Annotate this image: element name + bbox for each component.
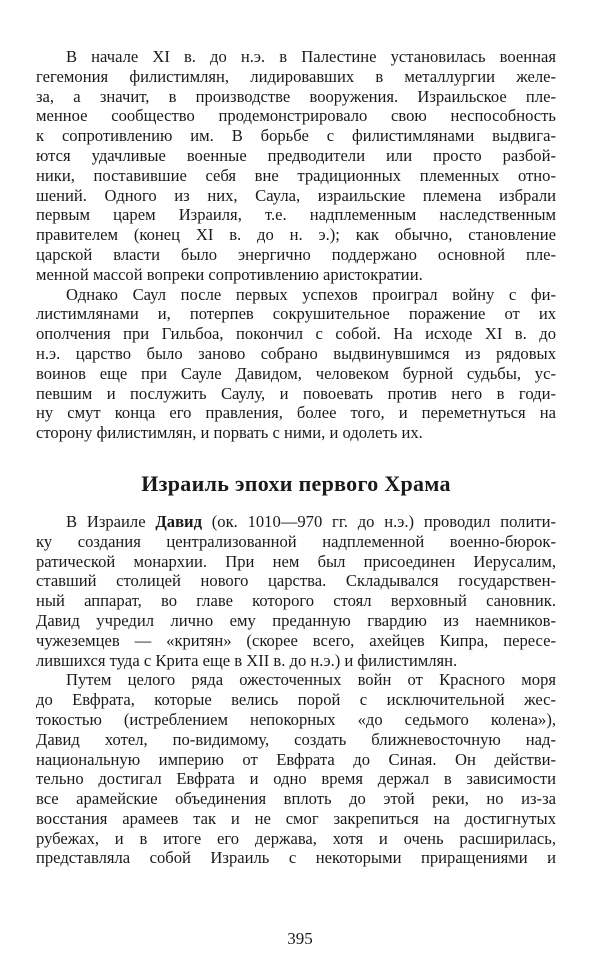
text-line: певшим и послужить Саулу, и повоевать против него в годи-	[36, 383, 556, 403]
paragraph	[36, 285, 556, 443]
text-line: менное сообщество продемонстрировало свою неспособность	[36, 106, 556, 126]
text-line: Путем целого ряда ожесточенных войн от Красного моря	[66, 670, 556, 690]
page-body	[36, 47, 556, 868]
text-line: до Евфрата, которые велись порой с исключительной жес-	[36, 690, 556, 710]
text-line: восстания арамеев так и не смог закрепиться на достигнутых	[36, 808, 556, 828]
text-line: гегемония филистимлян, лидировавших в металлургии желе-	[36, 66, 556, 86]
text-line: царской власти было энергично поддержано основной пле-	[36, 244, 556, 264]
text-line: тельно достигал Евфрата и одно время держал в зависимости	[36, 769, 556, 789]
text-line: представляла собой Израиль с некоторыми приращениями и	[36, 848, 556, 868]
text-line: Давид хотел, по-видимому, создать ближневосточную над-	[36, 729, 556, 749]
paragraph	[36, 47, 556, 285]
text-line: ники, поставившие себя вне традиционных племенных отно-	[36, 165, 556, 185]
text-line: листимлянами и, потерпев сокрушительное поражение от их	[36, 304, 556, 324]
text-line: национальную империю от Евфрата до Синая. Он действи-	[36, 749, 556, 769]
text-line: шений. Одного из них, Саула, израильские племена избрали	[36, 185, 556, 205]
paragraph	[36, 512, 556, 670]
section-heading: Израиль эпохи первого Храма	[141, 470, 451, 496]
text-line: первым царем Израиля, т.е. надплеменным наследственным	[36, 205, 556, 225]
text-line: за, а значит, в производстве вооружения. Израильское пле-	[36, 86, 556, 106]
text-line: рубежах, и в итоге его держава, хотя и очень расширилась,	[36, 828, 556, 848]
text-line: В Израиле Давид (ок. 1010—970 гг. до н.э.) проводил полити-	[66, 511, 557, 531]
text-line: все арамейские объединения вплоть до этой реки, но из-за	[36, 789, 556, 809]
text-line: менной массой вопреки сопротивлению аристократии.	[36, 264, 423, 284]
text-line: ополчения при Гильбоа, покончил с собой. На исходе XI в. до	[36, 324, 556, 344]
text-line: к сопротивлению им. В борьбе с филистимлянами выдвига-	[36, 126, 556, 146]
page-number: 395	[287, 929, 313, 948]
text-line: Давид учредил лично ему преданную гвардию из наемников-	[36, 610, 556, 630]
bold-name: Давид	[155, 511, 202, 531]
text-line: правителем (конец XI в. до н. э.); как обычно, становление	[36, 225, 556, 245]
text-line: ются удачливые военные предводители или просто разбой-	[36, 145, 556, 165]
text-line: Однако Саул после первых успехов проиграл войну с фи-	[66, 284, 556, 304]
text-line: ставший столицей нового царства. Складывался государствен-	[36, 571, 556, 591]
text-line: ку создания централизованной надплеменной военно-бюрок-	[36, 531, 556, 551]
text-line: ный аппарат, во главе которого стоял верховный сановник.	[36, 591, 556, 611]
text-line: н.э. царство было заново собрано выдвинувшимся из рядовых	[36, 343, 556, 363]
paragraph	[36, 670, 556, 868]
text-line: воинов еще при Сауле Давидом, человеком бурной судьбы, ус-	[36, 363, 556, 383]
text-line: ну смут конца его правления, более того, и переметнуться на	[36, 403, 556, 423]
text-line: токостью (истреблением непокорных «до седьмого колена»),	[36, 709, 556, 729]
text-line: ратической монархии. При нем был присоединен Иерусалим,	[36, 551, 556, 571]
text-line: лившихся туда с Крита еще в XII в. до н.э.) и филистимлян.	[36, 650, 458, 670]
text-line: В начале XI в. до н.э. в Палестине установилась военная	[66, 47, 556, 66]
text-line: сторону филистимлян, и порвать с ними, и одолеть их.	[36, 423, 423, 443]
text-line: чужеземцев — «критян» (скорее всего, ахейцев Кипра, пересе-	[36, 630, 556, 650]
